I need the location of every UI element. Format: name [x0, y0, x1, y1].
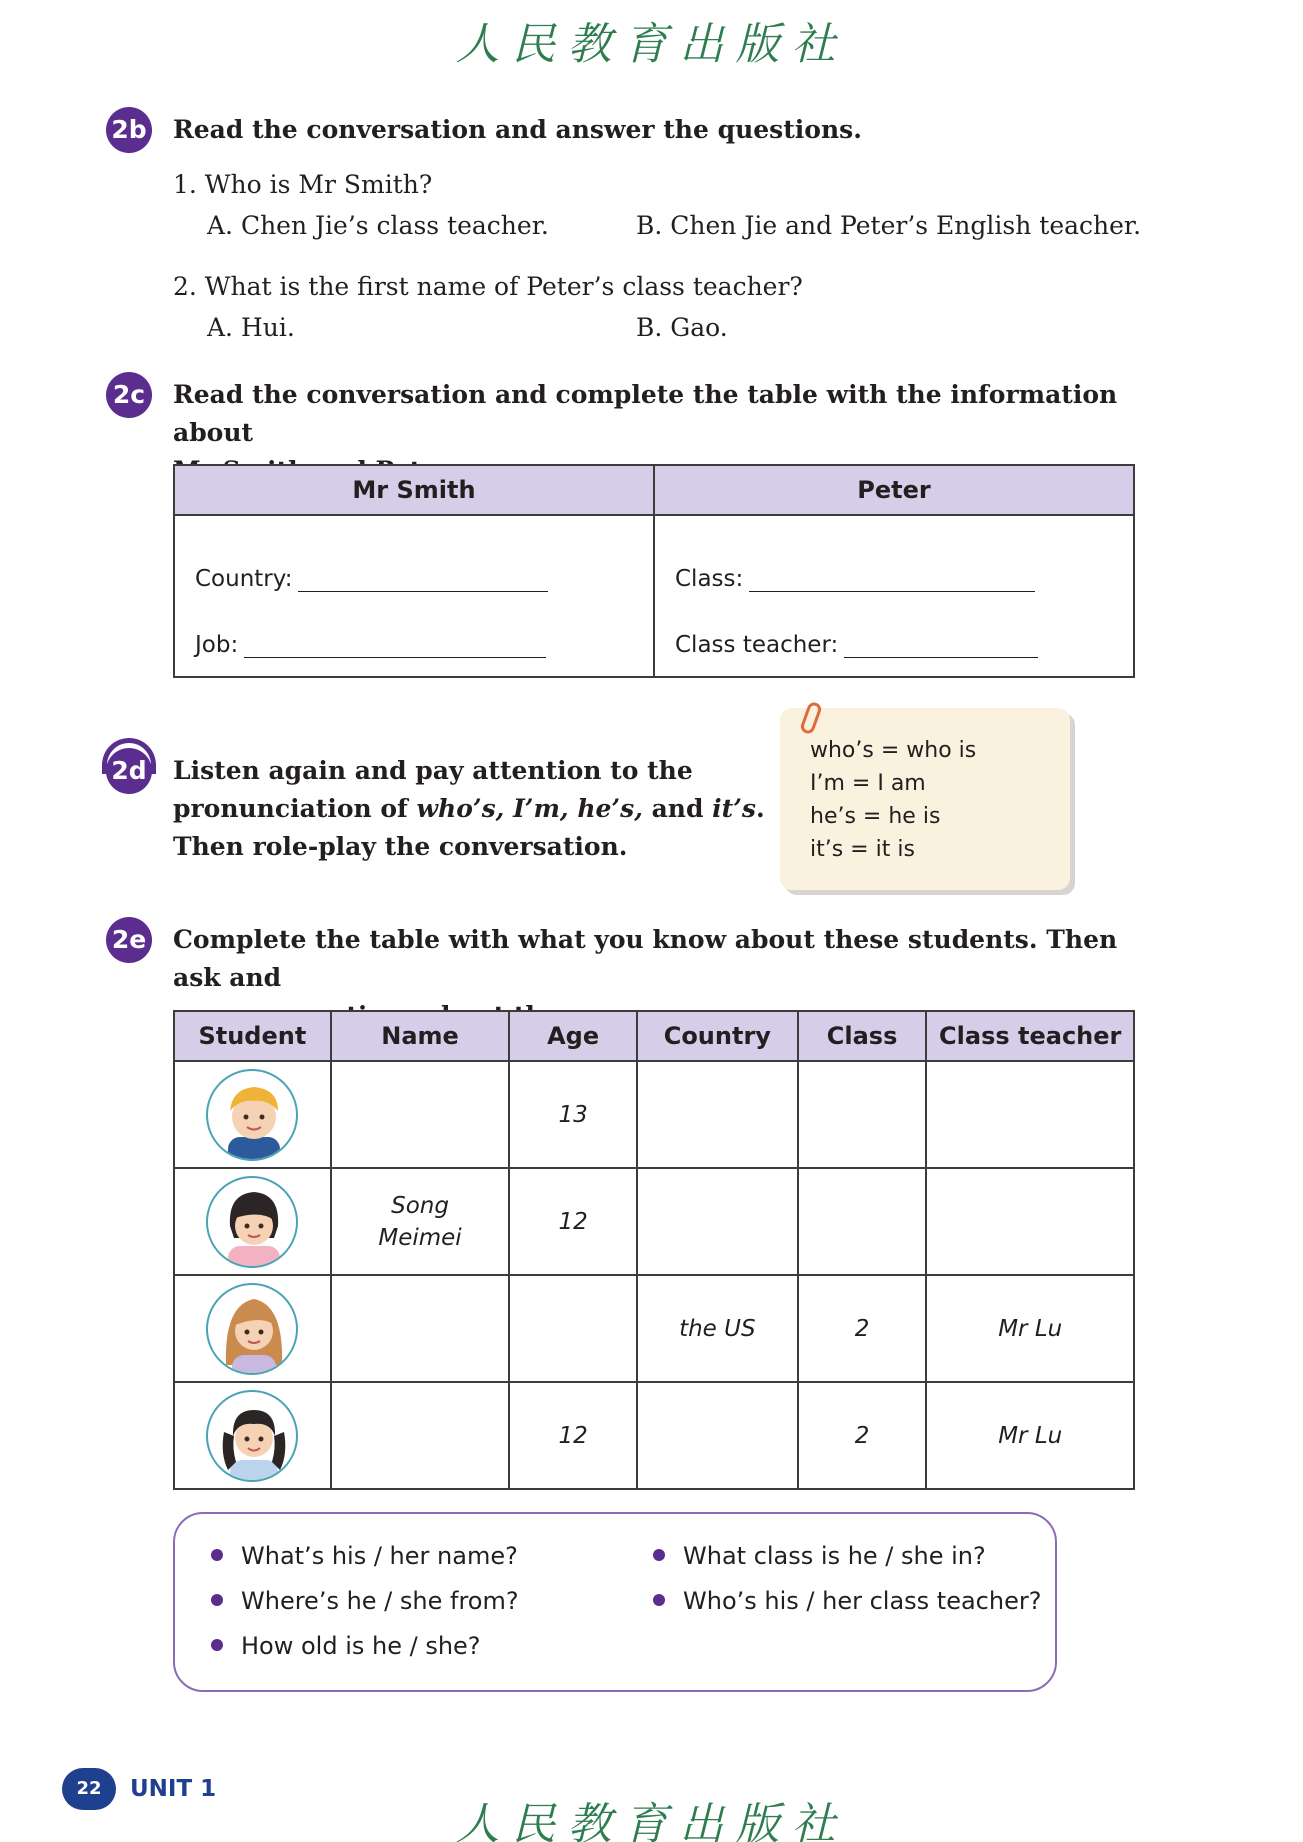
line2-prefix: pronunciation of	[173, 794, 417, 823]
student-photo-cell	[174, 1168, 331, 1275]
header-class: Class	[798, 1011, 927, 1061]
line2-last-contraction: it’s	[712, 794, 756, 823]
section-badge-2e: 2e	[106, 917, 152, 963]
age-cell: 13	[509, 1061, 637, 1168]
country-cell: the US	[637, 1275, 798, 1382]
section-badge-2d: 2d	[106, 748, 152, 794]
section-2e-title-line1: Complete the table with what you know about these students. Then ask and	[173, 925, 1118, 992]
class-cell	[798, 1168, 927, 1275]
section-2d-line3: Then role-play the conversation.	[173, 832, 628, 861]
class-cell	[798, 1061, 927, 1168]
bullet-icon	[653, 1594, 665, 1606]
country-blank[interactable]	[298, 566, 548, 592]
country-label: Country:	[195, 566, 293, 592]
bullet-icon	[211, 1549, 223, 1561]
job-blank[interactable]	[244, 632, 546, 658]
country-cell	[637, 1168, 798, 1275]
prompt-item	[653, 1542, 986, 1570]
section-badge-2c: 2c	[106, 372, 152, 418]
question-1: 1. Who is Mr Smith?	[173, 170, 433, 199]
class-cell: 2	[798, 1382, 927, 1489]
country-cell	[637, 1382, 798, 1489]
age-cell: 12	[509, 1382, 637, 1489]
note-line-3: he’s = he is	[810, 804, 941, 829]
prompt-item	[211, 1632, 481, 1660]
table-row	[174, 1275, 1134, 1382]
info-table-header-peter: Peter	[654, 465, 1134, 515]
bullet-icon	[211, 1639, 223, 1651]
teacher-cell	[926, 1168, 1134, 1275]
prompt-text: What’s his / her name?	[241, 1542, 518, 1570]
question-1-option-b: B. Chen Jie and Peter’s English teacher.	[636, 211, 1142, 240]
age-cell: 12	[509, 1168, 637, 1275]
prompt-item	[211, 1542, 518, 1570]
publisher-logo-top: 人民教育出版社	[455, 19, 848, 70]
contraction-note	[780, 708, 1070, 890]
student-photo-cell	[174, 1382, 331, 1489]
line2-period: .	[756, 794, 765, 823]
unit-label: UNIT 1	[130, 1776, 217, 1802]
question-2: 2. What is the first name of Peter’s class teacher?	[173, 272, 803, 301]
prompt-text: How old is he / she?	[241, 1632, 481, 1660]
header-country: Country	[637, 1011, 798, 1061]
prompt-item	[653, 1587, 1041, 1615]
prompt-text: What class is he / she in?	[683, 1542, 986, 1570]
prompt-text: Who’s his / her class teacher?	[683, 1587, 1042, 1615]
question-prompt-box	[173, 1512, 1057, 1692]
name-cell	[331, 1061, 510, 1168]
prompt-item	[211, 1587, 519, 1615]
class-label: Class:	[675, 566, 744, 592]
girl-pigtails-avatar	[206, 1390, 298, 1482]
section-2b-title: Read the conversation and answer the questions.	[173, 115, 862, 144]
header-name: Name	[331, 1011, 510, 1061]
table-row	[174, 1061, 1134, 1168]
student-photo-cell	[174, 1061, 331, 1168]
name-cell	[331, 1168, 510, 1275]
name-cell	[331, 1382, 510, 1489]
table-row	[174, 1382, 1134, 1489]
header-age: Age	[509, 1011, 637, 1061]
name-line-2: Meimei	[378, 1224, 462, 1251]
note-line-2: I’m = I am	[810, 771, 926, 796]
student-photo-cell	[174, 1275, 331, 1382]
question-2-option-a: A. Hui.	[207, 313, 295, 342]
page-number: 22	[62, 1768, 116, 1810]
mr-smith-cell	[174, 515, 654, 677]
teacher-cell: Mr Lu	[926, 1275, 1134, 1382]
paperclip-icon	[799, 701, 823, 736]
prompt-text: Where’s he / she from?	[241, 1587, 519, 1615]
boy-blond-avatar	[206, 1069, 298, 1161]
teacher-cell	[926, 1061, 1134, 1168]
class-teacher-label: Class teacher:	[675, 632, 839, 658]
bullet-icon	[211, 1594, 223, 1606]
class-teacher-blank[interactable]	[844, 632, 1038, 658]
class-cell: 2	[798, 1275, 927, 1382]
info-table-header-mr-smith: Mr Smith	[174, 465, 654, 515]
job-label: Job:	[195, 632, 239, 658]
header-class-teacher: Class teacher	[926, 1011, 1134, 1061]
girl-short-hair-avatar	[206, 1176, 298, 1268]
class-blank[interactable]	[749, 566, 1035, 592]
section-badge-2b: 2b	[106, 107, 152, 153]
name-line-1: Song	[391, 1192, 449, 1219]
section-2d-line1: Listen again and pay attention to the	[173, 756, 693, 785]
info-table	[173, 464, 1135, 678]
country-cell	[637, 1061, 798, 1168]
note-line-4: it’s = it is	[810, 837, 915, 862]
section-2c-title-line1: Read the conversation and complete the table with the information about	[173, 380, 1118, 447]
question-1-option-a: A. Chen Jie’s class teacher.	[207, 211, 549, 240]
teacher-cell: Mr Lu	[926, 1382, 1134, 1489]
bullet-icon	[653, 1549, 665, 1561]
note-line-1: who’s = who is	[810, 738, 977, 763]
line2-contractions: who’s, I’m, he’s,	[416, 794, 643, 823]
peter-cell	[654, 515, 1134, 677]
girl-long-hair-avatar	[206, 1283, 298, 1375]
age-cell	[509, 1275, 637, 1382]
question-2-option-b: B. Gao.	[636, 313, 728, 342]
section-2d-line2	[173, 790, 773, 828]
section-2d-text	[173, 752, 773, 866]
students-table	[173, 1010, 1135, 1490]
line2-and: and	[642, 794, 713, 823]
publisher-logo-bottom: 人民教育出版社	[455, 1799, 848, 1842]
name-cell	[331, 1275, 510, 1382]
table-row	[174, 1168, 1134, 1275]
header-student: Student	[174, 1011, 331, 1061]
